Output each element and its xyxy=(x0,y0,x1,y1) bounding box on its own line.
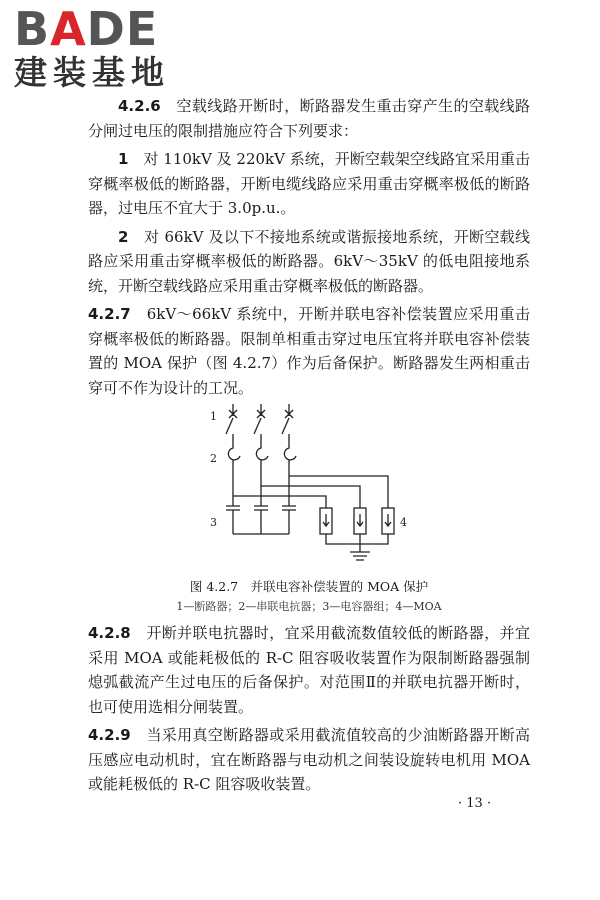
clause-4-2-7 xyxy=(88,302,530,400)
clause-text: 当采用真空断路器或采用截流值较高的少油断路器开断高压感应电动机时，宜在断路器与电动机之间装设旋转电机用 MOA 或能耗极低的 R-C 阻容吸收装置。 xyxy=(88,726,530,793)
logo-subtitle: 建装基地 xyxy=(14,53,170,92)
clause-4-2-6-item-1 xyxy=(88,147,530,221)
ground-symbol xyxy=(326,534,388,560)
clause-number: 4.2.8 xyxy=(88,624,131,642)
phase-3-line xyxy=(282,404,296,534)
clause-number: 4.2.6 xyxy=(118,97,161,115)
clause-number: 4.2.9 xyxy=(88,726,131,744)
figure-caption: 图 4.2.7 并联电容补偿装置的 MOA 保护 xyxy=(189,579,429,594)
bade-logo xyxy=(14,4,184,96)
document-body-bottom xyxy=(88,621,530,797)
document-body-top xyxy=(88,94,530,400)
moa-feed-lines xyxy=(233,476,388,508)
figure-label: 2 xyxy=(210,452,217,465)
logo-wordmark xyxy=(14,4,184,54)
phase-2-line xyxy=(254,404,268,534)
clause-number: 4.2.7 xyxy=(88,305,131,323)
clause-4-2-6 xyxy=(88,94,530,143)
clause-4-2-8 xyxy=(88,621,530,719)
phase-1-line xyxy=(226,404,240,534)
item-number: 2 xyxy=(118,227,129,246)
item-text: 对 110kV 及 220kV 系统，开断空载架空线路宜采用重击穿概率极低的断路器，开断电缆线路应采用重击穿概率极低的断路器，过电压不宜大于 3.0p.u.。 xyxy=(88,150,530,217)
figure-label: 4 xyxy=(400,516,407,529)
item-text: 对 66kV 及以下不接地系统或谐振接地系统，开断空载线路应采用重击穿概率极低的断路器。6kV～35kV 的低电阻接地系统，开断空载线路应采用重击穿概率极低的断路器。 xyxy=(88,227,530,295)
moa-protection-circuit-diagram xyxy=(188,396,428,568)
figure-legend: 1—断路器；2—串联电抗器；3—电容器组；4—MOA xyxy=(176,600,442,613)
figure-label: 1 xyxy=(210,410,217,423)
logo-letter: E xyxy=(125,2,159,56)
logo-letter: D xyxy=(86,2,126,56)
figure-label: 3 xyxy=(210,516,217,529)
clause-text: 6kV～66kV 系统中，开断并联电容补偿装置应采用重击穿概率极低的断路器。限制单相重击穿过电压宜将并联电容补偿装置的 MOA 保护（图 4.2.7）作为后备保护。断路器发生两相重击穿可不作为设计的工况。 xyxy=(88,305,530,397)
logo-letter: A xyxy=(50,2,87,56)
item-number: 1 xyxy=(118,150,129,168)
clause-text: 开断并联电抗器时，宜采用截流数值较低的断路器，并宜采用 MOA 或能耗极低的 R-C 阻容吸收装置作为限制断路器强制熄弧截流产生过电压的后备保护。对范围Ⅱ的并联电抗器开断时，也可使用选相分闸装置。 xyxy=(88,624,530,716)
clause-text: 空载线路开断时，断路器发生重击穿产生的空载线路分闸过电压的限制措施应符合下列要求： xyxy=(88,97,530,140)
logo-letter: B xyxy=(14,2,51,56)
page-number: · 13 · xyxy=(458,796,492,811)
clause-4-2-6-item-2 xyxy=(88,225,530,299)
clause-4-2-9 xyxy=(88,723,530,797)
